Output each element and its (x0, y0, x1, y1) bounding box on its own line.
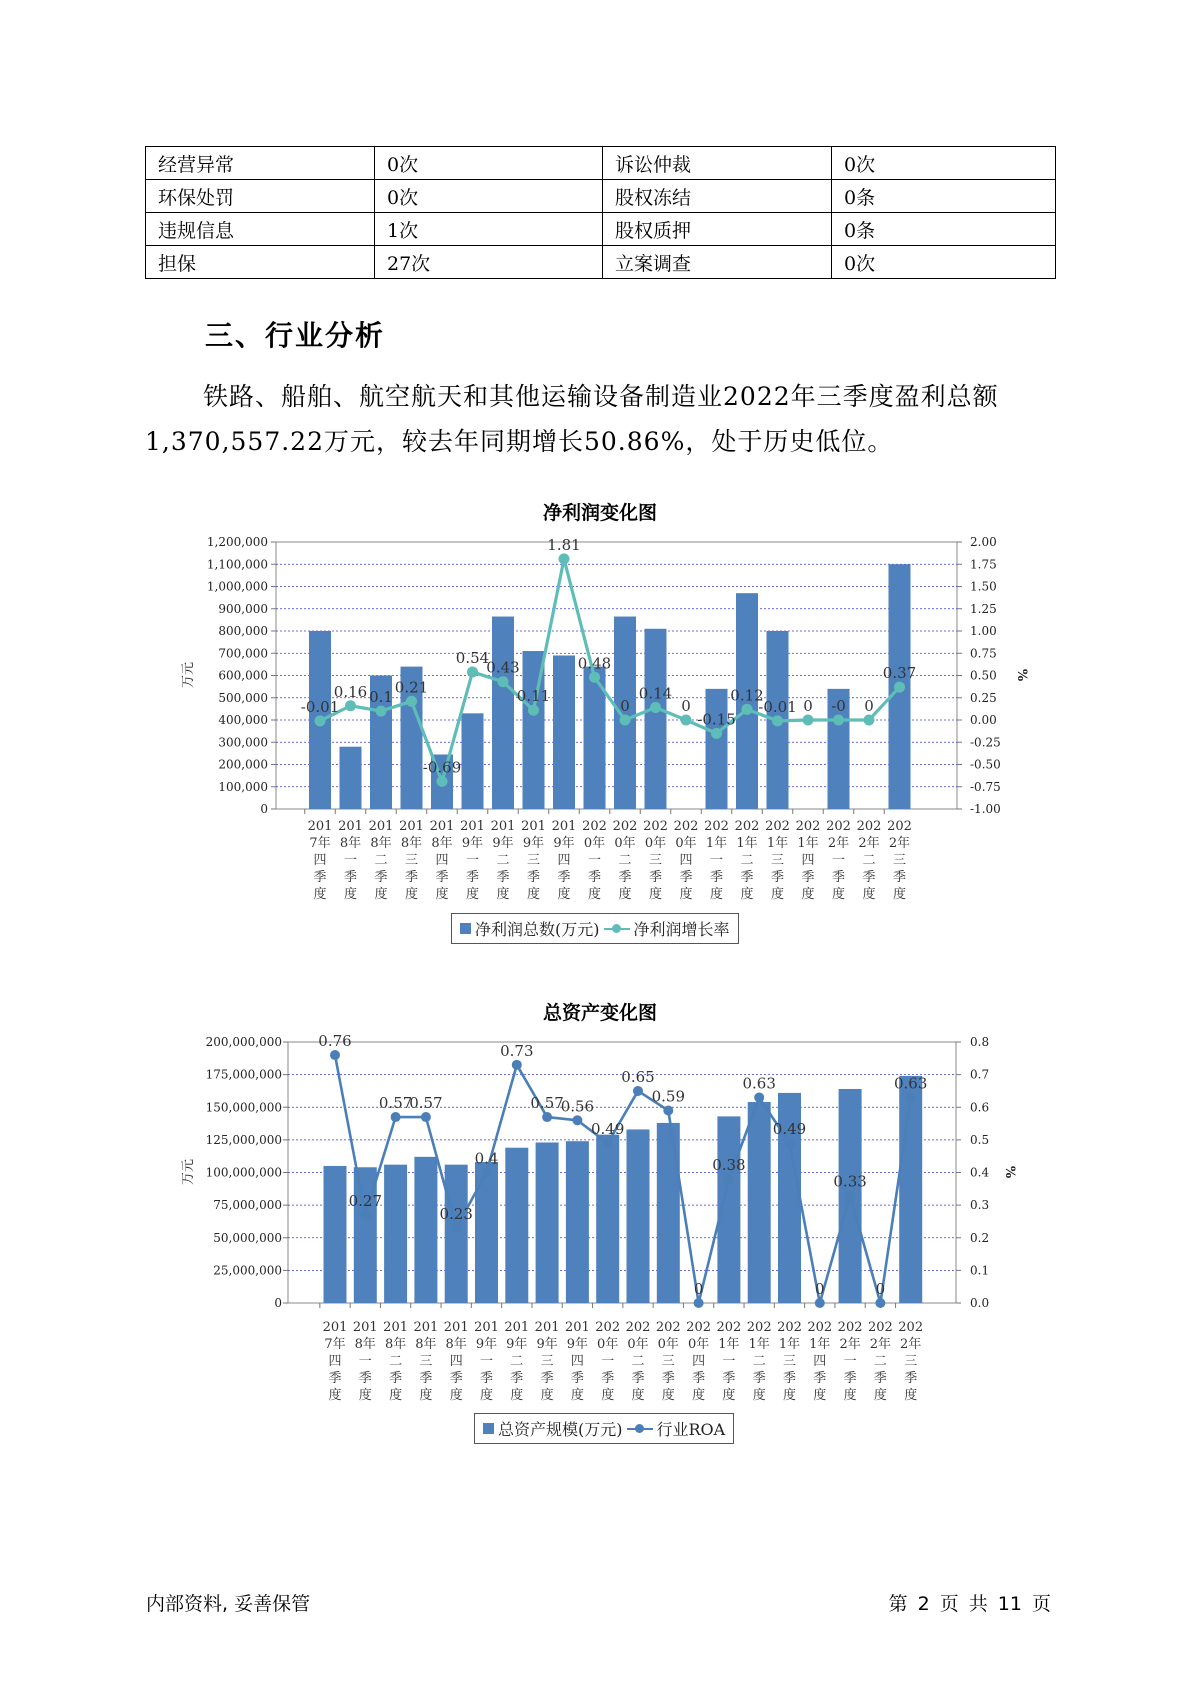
x-tick-label: 201 8年二季度 (383, 1320, 409, 1403)
x-tick-label: 201 8年一季度 (338, 819, 363, 902)
y-tick-label: 0 (260, 802, 268, 816)
data-label: -0.15 (697, 710, 736, 729)
x-tick-label: 201 9年四季度 (551, 819, 577, 902)
y2-tick-label: -0.75 (970, 779, 1001, 794)
data-point (467, 666, 478, 677)
data-label: 1.81 (547, 535, 581, 554)
data-point (391, 1112, 401, 1122)
y2-tick-label: 1.25 (970, 601, 997, 616)
data-point (864, 715, 875, 726)
data-point (754, 1092, 764, 1102)
y-tick-label: 500,000 (218, 690, 268, 705)
data-label: 0.11 (516, 687, 551, 706)
legend-label-roa: 行业ROA (656, 1420, 726, 1439)
x-tick-label: 202 0年四季度 (673, 819, 699, 902)
table-cell: 0次 (375, 147, 603, 180)
y-axis-label: 万元 (181, 661, 196, 689)
data-label: 0.54 (455, 648, 490, 667)
data-label: 0.63 (893, 1074, 928, 1093)
y-tick-label: 0 (274, 1296, 282, 1310)
data-label: 0.63 (742, 1074, 776, 1093)
x-tick-label: 201 9年二季度 (504, 1320, 530, 1403)
data-label: 0.57 (378, 1094, 413, 1113)
x-tick-label: 202 1年二季度 (734, 819, 760, 902)
x-tick-label: 202 1年一季度 (716, 1320, 742, 1403)
data-point (498, 676, 509, 687)
bar (492, 617, 514, 809)
net-profit-chart (0, 520, 1191, 920)
data-label: 0.59 (651, 1087, 686, 1106)
y2-tick-label: 0.7 (970, 1067, 990, 1082)
table-cell: 0条 (832, 213, 1056, 246)
y2-tick-label: 2.00 (970, 535, 997, 549)
data-point (512, 1060, 522, 1070)
data-label: -0 (831, 697, 846, 715)
table-row (146, 180, 1056, 213)
data-label: 0.57 (409, 1094, 443, 1113)
data-point (572, 1115, 582, 1125)
y-tick-label: 900,000 (218, 601, 268, 616)
y2-tick-label: 0.00 (970, 713, 997, 727)
data-point (360, 1210, 370, 1220)
data-point (603, 1138, 613, 1148)
data-label: 0.1 (369, 688, 393, 707)
y2-tick-label: -0.50 (970, 757, 1001, 772)
data-label: 0.37 (882, 664, 917, 683)
x-tick-label: 201 8年二季度 (368, 819, 394, 902)
footer-page-number: 第 2 页 共 11 页 (888, 1593, 1051, 1615)
data-label: 0 (803, 697, 813, 715)
y-tick-label: 75,000,000 (213, 1198, 282, 1213)
table-cell: 违规信息 (146, 213, 375, 246)
x-tick-label: 202 2年二季度 (856, 819, 882, 902)
data-label: 0.33 (833, 1172, 867, 1191)
y-tick-label: 400,000 (218, 713, 268, 727)
x-tick-label: 202 1年一季度 (704, 819, 729, 902)
bar (384, 1165, 407, 1303)
y2-tick-label: 0.50 (970, 668, 997, 683)
x-tick-label: 202 0年三季度 (643, 819, 668, 902)
y-axis-label: 万元 (181, 1158, 196, 1186)
bar (899, 1076, 922, 1303)
y2-tick-label: 1.00 (970, 624, 997, 638)
data-label: 0.65 (621, 1067, 655, 1086)
table-cell: 0次 (832, 246, 1056, 279)
x-tick-label: 201 9年三季度 (534, 1320, 560, 1403)
data-label: 0.49 (590, 1120, 625, 1139)
y-tick-label: 1,100,000 (206, 557, 268, 572)
data-point (345, 700, 356, 711)
data-label: 0.56 (560, 1097, 595, 1116)
y-tick-label: 700,000 (218, 646, 268, 661)
y2-axis-label: % (1002, 1165, 1017, 1179)
data-label: 0 (875, 1280, 886, 1298)
data-point (815, 1298, 825, 1308)
y-tick-label: 300,000 (218, 735, 268, 750)
bar (462, 713, 484, 809)
data-point (875, 1298, 885, 1308)
data-point (724, 1174, 734, 1184)
data-point (620, 715, 631, 726)
chart-legend-total-assets (474, 1413, 734, 1444)
y-tick-label: 50,000,000 (213, 1230, 282, 1245)
data-point (451, 1223, 461, 1233)
table-cell: 0条 (832, 180, 1056, 213)
data-label: -0.69 (422, 758, 462, 777)
data-point (681, 715, 692, 726)
data-label: 0 (620, 697, 630, 715)
section-title: 三、行业分析 (205, 319, 386, 352)
data-point (711, 728, 722, 739)
bar (324, 1166, 347, 1303)
chart-legend-net-profit (451, 913, 739, 944)
industry-summary-paragraph: 铁路、船舶、航空航天和其他运输设备制造业2022年三季度盈利总额1,370,557.22万元，较去年同期增长50.86%，处于历史低位。 (145, 382, 999, 456)
data-label: 0.38 (712, 1156, 746, 1175)
x-tick-label: 202 1年二季度 (746, 1320, 772, 1403)
data-label: 0.48 (577, 654, 612, 673)
y-tick-label: 25,000,000 (213, 1263, 282, 1278)
x-tick-label: 202 0年一季度 (582, 819, 607, 902)
table-cell: 1次 (375, 213, 603, 246)
data-label: 0.16 (333, 682, 368, 701)
table-cell: 诉讼仲裁 (603, 147, 832, 180)
x-tick-label: 201 8年三季度 (399, 819, 424, 902)
data-point (742, 704, 753, 715)
y-tick-label: 800,000 (218, 624, 268, 638)
table-cell: 立案调查 (603, 246, 832, 279)
line-legend-swatch (627, 1423, 653, 1434)
bar (475, 1162, 498, 1303)
y2-tick-label: 0.2 (970, 1230, 990, 1245)
data-label: 0.49 (772, 1120, 807, 1139)
y-tick-label: 125,000,000 (205, 1132, 282, 1147)
data-label: 0 (815, 1280, 825, 1298)
data-label: 0.21 (394, 678, 429, 697)
bar (627, 1129, 650, 1303)
x-tick-label: 202 2年二季度 (867, 1320, 893, 1403)
table-row (146, 147, 1056, 180)
x-tick-label: 202 0年一季度 (595, 1320, 621, 1403)
y2-tick-label: 0.6 (970, 1100, 990, 1115)
legend-label-net-profit: 净利润总数(万元) (475, 920, 600, 939)
data-point (376, 706, 387, 717)
data-label: 0.57 (530, 1094, 564, 1113)
data-label: 0 (681, 697, 691, 715)
x-tick-label: 201 9年三季度 (521, 819, 546, 902)
table-cell: 经营异常 (146, 147, 375, 180)
x-tick-label: 202 1年三季度 (777, 1320, 802, 1403)
y2-tick-label: 0.0 (970, 1296, 990, 1310)
data-label: -0.01 (758, 697, 797, 716)
bar (657, 1123, 680, 1303)
y2-tick-label: 0.1 (970, 1263, 990, 1278)
y-tick-label: 200,000,000 (205, 1035, 282, 1049)
x-tick-label: 201 9年二季度 (490, 819, 516, 902)
x-tick-label: 202 0年四季度 (686, 1320, 712, 1403)
y-tick-label: 200,000 (218, 757, 268, 772)
data-label: 0.14 (638, 684, 673, 703)
footer-confidential: 内部资料, 妥善保管 (146, 1593, 311, 1615)
bar-legend-swatch (483, 1423, 494, 1434)
data-label: 0.4 (474, 1149, 499, 1168)
table-cell: 担保 (146, 246, 375, 279)
data-point (421, 1112, 431, 1122)
data-point (663, 1106, 673, 1116)
data-point (315, 715, 326, 726)
data-point (589, 672, 600, 683)
bar-legend-swatch (460, 923, 471, 934)
data-point (633, 1086, 643, 1096)
y2-tick-label: 0.5 (970, 1132, 990, 1147)
x-tick-label: 201 7年四季度 (322, 1320, 348, 1403)
y-tick-label: 100,000 (218, 779, 268, 794)
x-tick-label: 202 1年三季度 (765, 819, 790, 902)
table-row (146, 246, 1056, 279)
data-point (894, 682, 905, 693)
bar (645, 629, 667, 809)
bar (706, 689, 728, 809)
y2-tick-label: -0.25 (970, 735, 1001, 750)
bar (445, 1165, 468, 1303)
bar (340, 747, 362, 809)
bar (596, 1135, 619, 1303)
x-tick-label: 201 8年一季度 (352, 1320, 378, 1403)
y-tick-label: 100,000,000 (205, 1165, 282, 1180)
data-label: 0.43 (486, 658, 520, 677)
bar (505, 1148, 528, 1303)
legend-label-growth-rate: 净利润增长率 (633, 920, 730, 939)
y2-tick-label: 0.4 (970, 1165, 990, 1180)
x-tick-label: 201 8年四季度 (443, 1320, 469, 1403)
data-point (528, 705, 539, 716)
y2-tick-label: 0.75 (970, 646, 997, 661)
data-point (559, 553, 570, 564)
x-tick-label: 201 9年一季度 (474, 1320, 499, 1403)
table-cell: 27次 (375, 246, 603, 279)
bar (748, 1102, 771, 1303)
chart-title-total-assets: 总资产变化图 (542, 1002, 657, 1024)
table-cell: 0次 (832, 147, 1056, 180)
chart-title-net-profit: 净利润变化图 (542, 502, 657, 524)
data-label: 0.27 (348, 1191, 383, 1210)
data-point (437, 776, 448, 787)
x-tick-label: 201 8年三季度 (413, 1320, 439, 1403)
line-legend-swatch (604, 923, 630, 934)
bar (414, 1157, 437, 1303)
table-row (146, 213, 1056, 246)
y2-tick-label: 0.3 (970, 1198, 990, 1213)
data-label: 0 (864, 697, 874, 715)
x-tick-label: 202 2年三季度 (898, 1320, 924, 1403)
bar (536, 1142, 559, 1303)
y2-tick-label: -1.00 (970, 802, 1001, 816)
data-point (906, 1092, 916, 1102)
bar (553, 655, 575, 809)
y2-tick-label: 0.25 (970, 690, 997, 705)
data-point (845, 1190, 855, 1200)
y-tick-label: 1,200,000 (206, 535, 268, 549)
data-label: 0.23 (439, 1204, 473, 1223)
data-point (772, 715, 783, 726)
x-tick-label: 202 1年四季度 (795, 819, 821, 902)
x-tick-label: 202 2年一季度 (826, 819, 851, 902)
x-tick-label: 201 8年四季度 (429, 819, 455, 902)
bar (566, 1141, 589, 1303)
table-cell: 0次 (375, 180, 603, 213)
table-cell: 股权冻结 (603, 180, 832, 213)
data-point (694, 1298, 704, 1308)
x-tick-label: 202 2年三季度 (887, 819, 912, 902)
table-cell: 环保处罚 (146, 180, 375, 213)
data-label: 0.76 (318, 1032, 352, 1051)
y-tick-label: 1,000,000 (206, 579, 268, 594)
x-tick-label: 202 0年三季度 (655, 1320, 681, 1403)
risk-info-table (145, 146, 1056, 279)
data-label: -0.01 (300, 697, 340, 716)
data-point (542, 1112, 552, 1122)
x-tick-label: 202 2年一季度 (837, 1320, 863, 1403)
y2-tick-label: 0.8 (970, 1035, 990, 1049)
data-point (482, 1168, 492, 1178)
x-tick-label: 202 0年二季度 (625, 1320, 651, 1403)
x-tick-label: 202 1年四季度 (807, 1320, 833, 1403)
x-tick-label: 201 9年一季度 (460, 819, 485, 902)
y-tick-label: 600,000 (218, 668, 268, 683)
total-assets-chart (0, 1020, 1191, 1420)
data-point (803, 715, 814, 726)
table-cell: 股权质押 (603, 213, 832, 246)
data-label: 0.12 (730, 686, 764, 705)
y2-tick-label: 1.75 (970, 557, 997, 572)
y-tick-label: 150,000,000 (205, 1100, 282, 1115)
data-point (406, 696, 417, 707)
data-point (330, 1050, 340, 1060)
x-tick-label: 201 7年四季度 (307, 819, 333, 902)
data-label: 0 (693, 1280, 704, 1298)
y2-tick-label: 1.50 (970, 579, 997, 594)
data-point (785, 1138, 795, 1148)
x-tick-label: 201 9年四季度 (564, 1320, 590, 1403)
y2-axis-label: % (1014, 668, 1029, 682)
x-tick-label: 202 0年二季度 (612, 819, 638, 902)
data-label: 0.73 (500, 1041, 534, 1060)
legend-label-total-assets: 总资产规模(万元) (498, 1420, 623, 1439)
y-tick-label: 175,000,000 (205, 1067, 282, 1082)
data-point (833, 715, 844, 726)
data-point (650, 702, 661, 713)
